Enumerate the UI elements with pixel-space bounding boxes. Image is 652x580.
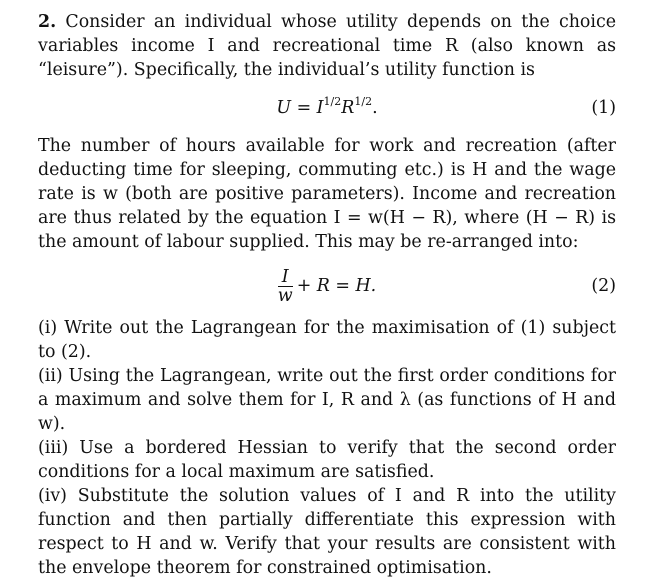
paragraph-2: The number of hours available for work and recreation (after deducting time for sleeping, commuting etc.) is H and the wage rate is w (both are positive parameters). Income and recreation are thus related by the equation I = w(H − R), where (H − R) is the amount of labour supplied. This may be re-arranged into: [38,136,616,252]
part-iii: (iii) Use a bordered Hessian to verify that the second order conditions for a local maximum are satisfied. [38,438,616,482]
eq1-period: . [372,98,378,118]
problem-text [38,10,616,580]
equation-1-number: (1) [591,98,616,118]
intro-paragraph [38,10,616,82]
eq2-rest: + R = H. [296,276,377,296]
eq1-exponent-2: 1/2 [354,95,373,108]
equation-2-number: (2) [591,276,616,296]
part-ii: (ii) Using the Lagrangean, write out the first order conditions for a maximum and solve them for I, R and λ (as functions of H and w). [38,366,616,434]
part-i: (i) Write out the Lagrangean for the maximisation of (1) subject to (2). [38,318,616,362]
problem-number: 2. [38,12,57,32]
intro-text: Consider an individual whose utility depends on the choice variables income I and recreational time R (also known as “leisure”). Specifically, the individual’s utility function is [38,12,616,80]
eq2-denominator: w [277,286,293,306]
eq1-lhs: U = I [276,98,324,118]
part-iv: (iv) Substitute the solution values of I and R into the utility function and then partially differentiate this expression with respect to H and w. Verify that your results are consistent with the envelope theorem for constrained optimisation. [38,486,616,578]
eq2-numerator: I [281,267,289,287]
equation-1 [38,96,616,120]
equation-2 [38,266,616,306]
eq2-fraction [278,268,293,305]
eq1-r: R [341,98,355,118]
eq1-exponent-1: 1/2 [323,95,342,108]
